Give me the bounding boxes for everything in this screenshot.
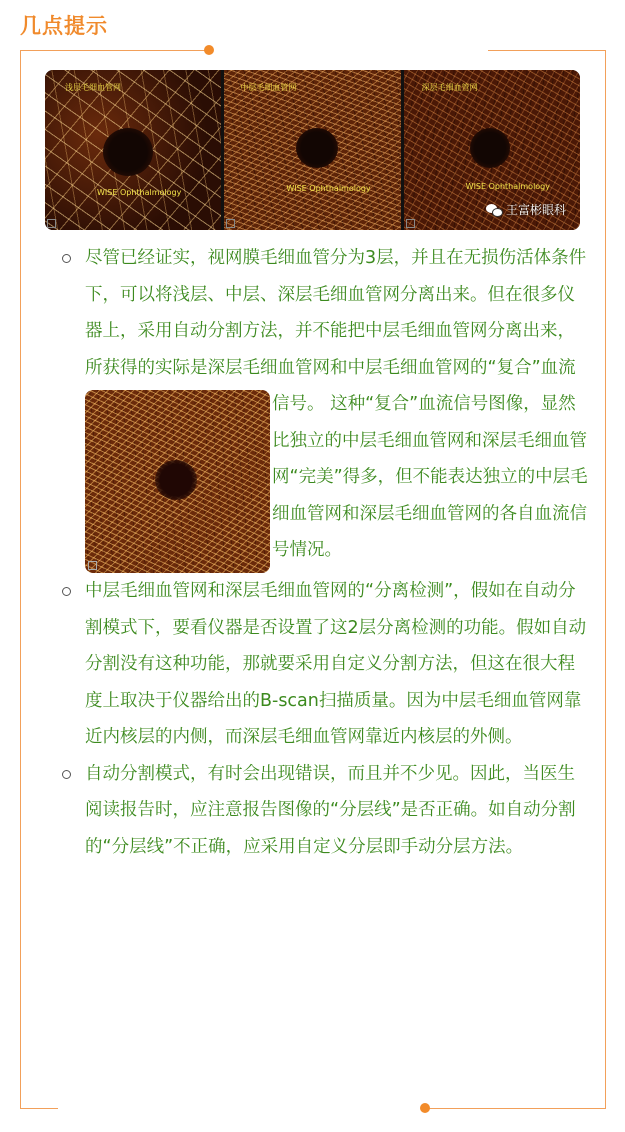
list-item — [60, 756, 590, 866]
panel-label: 浅层毛细血管网 — [65, 83, 121, 92]
frame-dot-top — [204, 45, 214, 55]
fovea — [103, 128, 153, 176]
frame-bottom-left-line — [20, 1108, 58, 1109]
panel-bottom-label: WISE Ophthalmology — [97, 188, 182, 197]
corner-marker — [226, 219, 235, 228]
frame-dot-bottom — [420, 1103, 430, 1113]
panel-bottom-label: WISE Ophthalmology — [465, 182, 550, 191]
frame-top-right-line — [488, 50, 606, 51]
section-title: 几点提示 — [20, 14, 108, 38]
panel-label: 深层毛细血管网 — [421, 83, 478, 92]
corner-marker — [47, 219, 56, 228]
combined-plexus-image — [85, 390, 270, 573]
point-text-continued: 这种“复合”血流信号图像，显然比独立的中层毛细血管网和深层毛细血管网“完美”得多，但不能表达独立的中层毛细血管网和深层毛细血管网的各自血流信号情况。 — [272, 394, 588, 560]
fovea — [296, 128, 338, 168]
point-text: 中层毛细血管网和深层毛细血管网的“分离检测”，假如在自动分割模式下，要看仪器是否设置了这2层分离检测的功能。假如自动分割没有这种功能，那就要采用自定义分割方法，但这在很大程度上取决于仪器给出的B-scan扫描质量。因为中层毛细血管网靠近内核层的内侧，而深层毛细血管网靠近内核层的外侧。 — [85, 581, 587, 747]
frame-top-left-line — [20, 50, 206, 51]
deep-plexus-panel — [404, 70, 580, 230]
wechat-icon — [486, 204, 502, 216]
list-item — [60, 573, 590, 756]
panel-bottom-label: WISE Ophthalmology — [286, 184, 371, 193]
panel-label: 中层毛细血管网 — [240, 83, 297, 92]
point-text: 自动分割模式，有时会出现错误，而且并不少见。因此，当医生阅读报告时，应注意报告图像的“分层线”是否正确。如自动分割的“分层线”不正确，应采用自定义分层即手动分层方法。 — [85, 763, 576, 857]
tips-list — [60, 240, 590, 865]
list-item — [60, 240, 590, 573]
point-text: 尽管已经证实，视网膜毛细血管分为3层，并且在无损伤活体条件下，可以将浅层、中层、深层毛细血管网分离出来。但在很多仪器上，采用自动分割方法，并不能把中层毛细血管网分离出来，所获得的实际是深层毛细血管网和中层毛细血管网的“复合”血流信号。 — [85, 248, 587, 414]
fovea — [470, 128, 510, 168]
bullet-circle-icon — [62, 587, 71, 596]
corner-marker — [406, 219, 415, 228]
superficial-plexus-panel — [45, 70, 221, 230]
frame-right-line — [605, 50, 606, 1108]
bullet-circle-icon — [62, 770, 71, 779]
watermark — [486, 201, 566, 218]
fovea — [155, 460, 197, 500]
watermark-text: 王富彬眼科 — [505, 203, 566, 217]
frame-bottom-right-line — [422, 1108, 606, 1109]
oct-angiography-image — [45, 70, 580, 230]
bullet-circle-icon — [62, 254, 71, 263]
frame-left-line — [20, 50, 21, 1108]
intermediate-plexus-panel — [224, 70, 400, 230]
corner-marker — [88, 561, 97, 570]
